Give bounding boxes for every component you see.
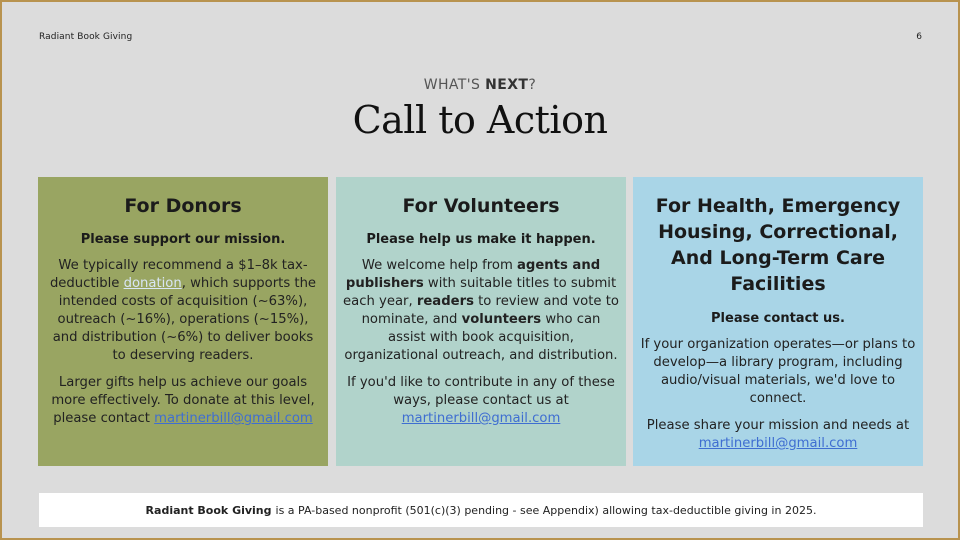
donors-subheading: Please support our mission. (80, 232, 286, 247)
health-p2-text: Please share your mission and needs at (646, 418, 910, 433)
volunteers-paragraph-2 (343, 374, 619, 428)
volunteers-p1-text: to review and vote to nominate, and (361, 294, 619, 327)
eyebrow-emphasis: NEXT (485, 77, 529, 93)
health-subheading: Please contact us. (711, 311, 845, 326)
donors-p1-text: We typically recommend a $1–8k tax-deductible (49, 258, 308, 291)
volunteers-subheading: Please help us make it happen. (366, 232, 596, 247)
health-card (633, 177, 923, 466)
donors-email-link[interactable]: martinerbill@gmail.com (154, 411, 313, 426)
volunteers-p1-text: with suitable titles to submit each year, (343, 276, 617, 309)
volunteers-paragraph-1 (343, 257, 619, 365)
donors-paragraph-1 (45, 257, 321, 365)
donors-paragraph-2 (45, 374, 321, 428)
volunteers-p1-text: We welcome help from (361, 258, 518, 273)
volunteers-heading: For Volunteers (402, 195, 560, 217)
volunteers-p2-text: If you'd like to contribute in any of these ways, please contact us at (347, 375, 615, 408)
health-email-link[interactable]: martinerbill@gmail.com (698, 436, 858, 451)
volunteers-p1-volunteers: volunteers (461, 312, 542, 327)
footer-text: is a PA-based nonprofit (501(c)(3) pending - see Appendix) allowing tax-deductible giving in 2025. (275, 503, 817, 517)
health-paragraph-1: If your organization operates—or plans to develop—a library program, including audio/visual materials, we'd love to connect. (640, 337, 916, 406)
health-paragraph-2 (640, 417, 916, 453)
page-number: 6 (916, 32, 922, 42)
donation-link[interactable]: donation (123, 276, 182, 291)
health-heading: For Health, Emergency Housing, Correctional, And Long-Term Care Facilities (655, 195, 901, 295)
footer-note (39, 493, 923, 527)
eyebrow-prefix: WHAT'S (423, 77, 486, 93)
eyebrow-suffix: ? (528, 77, 537, 93)
eyebrow (2, 77, 958, 93)
footer-brand: Radiant Book Giving (145, 503, 272, 517)
donors-heading: For Donors (124, 195, 242, 217)
donors-p1-text-after: , which supports the intended costs of acquisition (~63%), outreach (~16%), operations (~15%), and distribution (~6%) to deliver books to deserving readers. (52, 276, 317, 363)
donors-card (38, 177, 328, 466)
volunteers-p1-text: who can assist with book acquisition, organizational outreach, and distribution. (344, 312, 618, 363)
donors-p2-text: Larger gifts help us achieve our goals more effectively. To donate at this level, please contact (51, 375, 315, 426)
page-title: Call to Action (352, 98, 608, 142)
volunteers-p1-readers: readers (416, 294, 474, 309)
brand-name: Radiant Book Giving (39, 32, 133, 42)
volunteers-email-link[interactable]: martinerbill@gmail.com (401, 411, 561, 426)
volunteers-card (336, 177, 626, 466)
volunteers-p1-agents: agents and publishers (345, 258, 601, 291)
